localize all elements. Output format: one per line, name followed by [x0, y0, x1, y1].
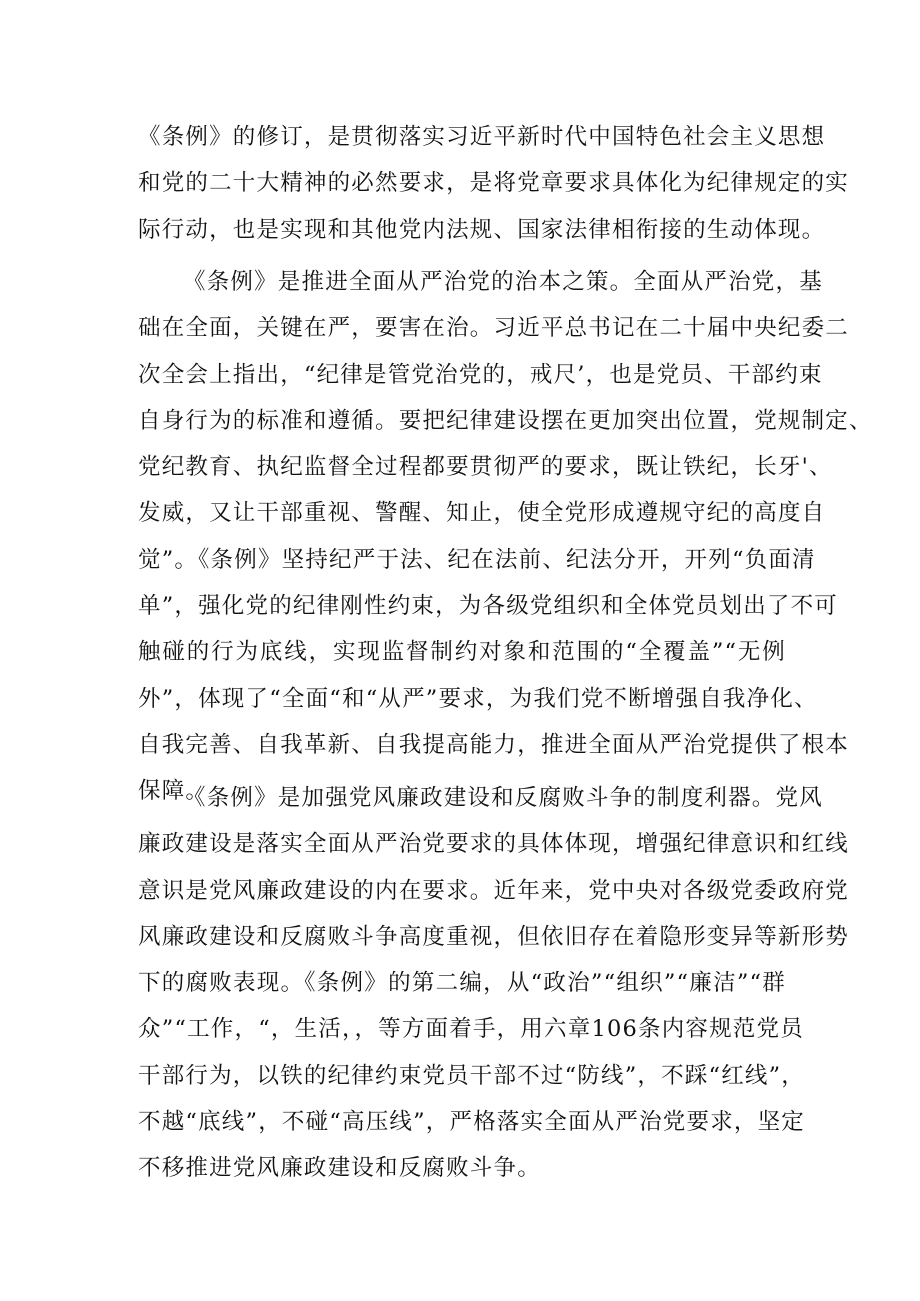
paragraph-3 — [138, 775, 850, 1192]
paragraph-3-line-7: 干部行为，以铁的纪律约束党员干部不过“防线”，不踩“红线”， — [138, 1062, 806, 1089]
paragraph-2-line-12: 保障。 — [138, 778, 210, 805]
paragraph-3-line-9: 不移推进党风廉政建设和反腐败斗争。 — [138, 1155, 541, 1182]
paragraph-3-line-5: 下的腐败表现。《条例》的第二编，从“政治”“组织”“廉洁”“群 — [138, 970, 786, 997]
paragraph-3-line-6: 众”“工作，“，生活，，等方面着手，用六章106条内容规范党员 — [138, 1016, 804, 1043]
paragraph-2-line-1: 《条例》是推进全面从严治党的治本之策。全面从严治党，基 — [183, 269, 823, 295]
paragraph-3-line-2: 廉政建设是落实全面从严治党要求的具体体现，增强纪律意识和红线 — [138, 831, 850, 858]
paragraph-3-line-8: 不越“底线”，不碰“高压线”，严格落实全面从严治党要求，坚定 — [138, 1109, 806, 1136]
paragraph-2-line-5: 党纪教育、执纪监督全过程都要贯彻严的要求，既让铁纪，长牙'、 — [138, 454, 833, 481]
paragraph-3-line-4: 风廉政建设和反腐败斗争高度重视，但依旧存在着隐形变异等新形势 — [138, 923, 850, 950]
paragraph-2-line-9: 触碰的行为底线，实现监督制约对象和范围的“全覆盖”“无例 — [138, 639, 786, 666]
paragraph-1-line-1: 《条例》的修订，是贯彻落实习近平新时代中国特色社会主义思想 — [138, 124, 826, 150]
paragraph-1-line-3: 际行动，也是实现和其他党内法规、国家法律相衔接的生动体现。 — [138, 216, 826, 243]
paragraph-2 — [138, 259, 873, 815]
paragraph-2-line-7: 觉”。《条例》坚持纪严于法、纪在法前、纪法分开，开列“负面清 — [138, 546, 816, 573]
paragraph-2-line-6: 发威，又让干部重视、警醒、知止，使全党形成遵规守纪的高度自 — [138, 500, 826, 527]
paragraph-2-line-10: 外”，体现了“全面“和“从严”要求，为我们党不断增强自我净化、 — [138, 685, 818, 712]
paragraph-2-line-11: 自我完善、自我革新、自我提高能力，推进全面从严治党提供了根本 — [138, 731, 850, 758]
paragraph-3-line-1: 《条例》是加强党风廉政建设和反腐败斗争的制度利器。党风 — [183, 785, 823, 811]
paragraph-2-line-8: 单”，强化党的纪律刚性约束，为各级党组织和全体党员划出了不可 — [138, 593, 839, 620]
paragraph-3-line-3: 意识是党风廉政建设的内在要求。近年来，党中央对各级党委政府党 — [138, 877, 850, 904]
paragraph-2-line-2: 础在全面，关键在严，要害在治。习近平总书记在二十届中央纪委二 — [138, 315, 850, 342]
paragraph-1 — [138, 114, 850, 253]
paragraph-2-line-4: 自身行为的标准和遵循。要把纪律建设摆在更加突出位置，党规制定、 — [138, 407, 873, 434]
paragraph-2-line-3: 次全会上指出，“纪律是管党治党的，戒尺’，也是党员、干部约束 — [138, 361, 823, 388]
paragraph-1-line-2: 和党的二十大精神的必然要求，是将党章要求具体化为纪律规定的实 — [138, 170, 850, 197]
